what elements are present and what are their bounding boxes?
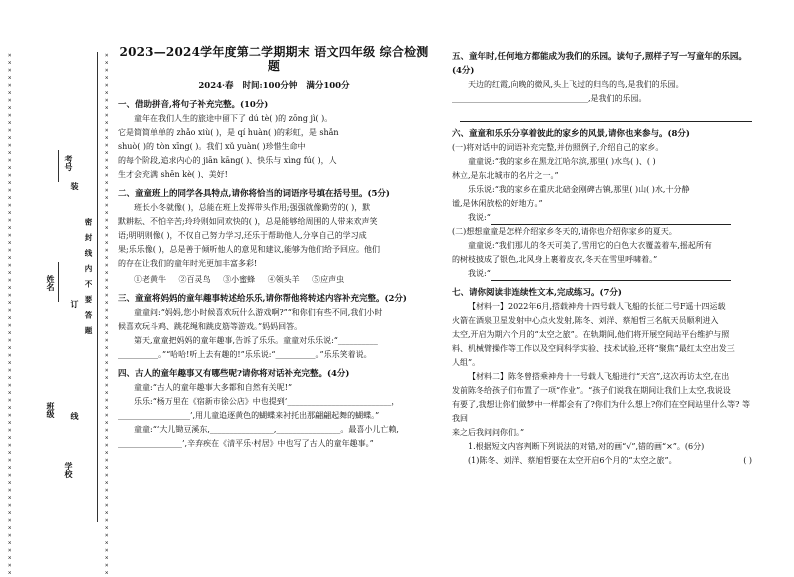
- section-6-1-line: 童童说:“我的家乡在黑龙江哈尔滨,那里( )水鸟( )、( ): [468, 157, 656, 166]
- binding-ding: 订: [70, 300, 80, 308]
- section-7-line: 【材料二】陈冬曾搭乘神舟十一号载人飞船进行“天宫”,这次再访太空,在出: [468, 372, 730, 381]
- section-6-2-say: [452, 267, 752, 281]
- exam-term: 2024·春: [198, 81, 234, 91]
- section-3-title: 三、童童将妈妈的童年趣事转述给乐乐,请你帮他将转述内容补充完整。(2分): [118, 294, 407, 304]
- section-7-question-1: 1.根据短文内容判断下列说法的对错,对的画“√”,错的画“×”。(6分): [468, 442, 705, 451]
- binding-zhuang: 装: [70, 182, 80, 190]
- section-2-line: 果;乐乐像( )，总是善于倾听他人的意见和建议,能够为他们给予回应。他们: [118, 245, 381, 254]
- section-7-title: 七、请你阅读非连续性文本,完成练习。(7分): [452, 288, 622, 298]
- section-4-line: 童童:“古人的童年趣事大多都和自然有关呢!”: [134, 383, 293, 392]
- section-2-line: 语;明明则像( )，不仅自己努力学习,还乐于帮助他人,分享自己的学习成: [118, 231, 367, 240]
- section-6-2-line: 童童说:“我们那儿的冬天可美了,雪用它的白色大衣覆盖着车,摇起所有: [468, 241, 712, 250]
- section-3-line: 候喜欢玩斗鸡、跳花绳和跳皮筋等游戏。”妈妈回答。: [118, 322, 303, 331]
- section-7-line: 火箭在酒泉卫星发射中心点火发射,陈冬、刘洋、蔡旭哲三名航天员顺利进入: [452, 316, 719, 325]
- section-7-line: 来之后我问问你们。”: [452, 428, 525, 437]
- section-2-line: 班长小冬就像( )，总能在班上发挥带头作用;强强就像勤劳的( )，默: [134, 203, 371, 212]
- exam-no-line: [58, 150, 59, 182]
- exam-subtitle: [118, 79, 430, 93]
- section-7-line: 料、机械臂操作等工作以及空间科学实验、技术试验,还将“聚焦”最红太空出发三: [452, 344, 735, 353]
- section-7-question-1-1: [452, 454, 752, 468]
- section-2-line: 默耕耘、不怕辛苦;玲玲则如同欢快的( )，总是能够给周围的人带来欢声笑: [118, 217, 378, 226]
- section-6-title: 六、童童和乐乐分享着彼此的家乡的风景,请你也来参与。(8分): [452, 129, 690, 139]
- binding-xian: 线: [70, 412, 80, 420]
- section-1-line: 童年在我们人生的旅途中留下了 dú tè( )的 zōng jì( )。: [134, 114, 333, 123]
- section-1-line: 的每个阶段,追求内心的 jiān kāng( )、快乐与 xìng fú( )，人: [118, 156, 337, 165]
- section-4-line: ________________’,辛弃疾在《清平乐·村居》中也写了古人的童年趣事。”: [118, 439, 374, 448]
- right-column: [452, 0, 752, 468]
- section-6-2-line: 的树枝披成了银色,北风身上裹着皮衣,冬天在雪里呼啸着。”: [452, 255, 658, 264]
- section-6-2-title: (二)想想童童是怎样介绍家乡冬天的,请你也介绍你家乡的夏天。: [452, 227, 677, 236]
- answer-blank[interactable]: [491, 215, 731, 225]
- section-2-title: 二、童童班上的同学各具特点,请你将恰当的词语序号填在括号里。(5分): [118, 189, 390, 199]
- exam-score: 满分100分: [306, 81, 350, 91]
- section-5-title: 五、童年时,任何地方都能成为我们的乐园。读句子,照样子写一写童年的乐园。(4分): [452, 52, 747, 76]
- x-border-column-inner: ××××××××××××××××××××××××××××××××××××××××××××××××××××××××××××××××××××××: [103, 52, 111, 577]
- section-3-line: __________。”“哈哈!听上去有趣的!”乐乐说:“__________。”乐乐笑着说。: [118, 350, 372, 359]
- x-border-column: ××××××××××××××××××××××××××××××××××××××××××××××××××××××××××××××××××××××: [6, 52, 14, 577]
- section-7-line: 发前陈冬给孩子们布置了一项“作业”。“孩子们说我在期间让我们上太空,我说设: [452, 386, 731, 395]
- section-3-line: 童童问:“妈妈,您小时候喜欢玩什么游戏啊?”“和你们有些不同,我们小时: [134, 308, 383, 317]
- answer-blank[interactable]: [491, 271, 731, 281]
- section-4-line: __________________’,用儿童追逐黄色的蝴蝶来衬托出那翩翩起舞的蝴蝶。”: [118, 411, 380, 420]
- answer-paren[interactable]: ( ): [743, 456, 752, 465]
- section-7-line: 太空,开启为期六个月的“太空之旅”。在轨期间,他们将开展空间站平台维护与照: [452, 330, 730, 339]
- class-label: 班级: [46, 402, 56, 418]
- section-1-line: 生才会充满 shēn kè( )、美好!: [118, 170, 228, 179]
- school-label: 学校: [64, 462, 74, 478]
- section-4-line: 童童:“‘大儿锄豆溪东,________________,________________。最喜小儿亡赖,: [134, 425, 399, 434]
- name-label: 姓名: [46, 275, 56, 291]
- section-6-1-say: [452, 211, 752, 225]
- section-1-title: 一、借助拼音,将句子补充完整。(10分): [118, 100, 269, 110]
- exam-title: 2023—2024学年度第二学期期末 语文四年级 综合检测题: [119, 45, 429, 73]
- section-4-line: 乐乐:“杨万里在《宿新市徐公店》中也提到‘__________________________，: [134, 397, 400, 406]
- binding-margin: [0, 0, 120, 577]
- exam-no-label: 考号: [64, 155, 74, 171]
- section-7-line: 【材料一】2022年6月,搭载神舟十四号载人飞船的长征二号F遥十四运载: [468, 302, 726, 311]
- section-7-line: 有要了,我想让你们做梦中一样都会有了?你们为什么想上?你们在空间站里什么等? 等我回: [452, 400, 750, 423]
- left-column: [118, 0, 430, 451]
- section-2-options: ①老黄牛 ②百灵鸟 ③小蜜蜂 ④领头羊 ⑤应声虫: [134, 275, 345, 284]
- say-label: 我说:“: [468, 213, 491, 222]
- section-6-1-line: 乐乐说:“我的家乡在重庆北碚金刚碑古镇,那里( )山( )水,十分静: [468, 185, 690, 194]
- section-6-1-title: (一)将对话中的词语补充完整,并仿照例子,介绍自己的家乡。: [452, 143, 664, 152]
- exam-time: 时间:100分钟: [242, 81, 298, 91]
- name-line: [58, 262, 59, 302]
- section-2-line: 的存在让我们的童年时光更加丰富多彩!: [118, 259, 258, 268]
- section-4-title: 四、古人的童年趣事又有哪些呢?请你将对话补充完整。(4分): [118, 369, 350, 379]
- section-5-example: 天边的红霞,向晚的微风,头上飞过的归鸟的鸟,是我们的乐园。: [468, 80, 684, 89]
- section-3-line: 第天,童童把妈妈的童年趣事,告诉了乐乐。童童对乐乐说:“__________: [134, 336, 378, 345]
- section-1-line: 它是简简单单的 zhǎo xiù( )，是 qí huàn( )的彩虹，是 shǎn: [118, 128, 339, 137]
- say-label: 我说:“: [468, 269, 491, 278]
- section-1-line: shuò( )的 tòn xīng( )。我们 xǔ yuàn( )珍惜生命中: [118, 142, 306, 151]
- seal-notice: 密封线内不要答题: [84, 218, 93, 342]
- section-6-1-line: 谧,是休闲放松的好地方。”: [452, 199, 543, 208]
- section-6-1-line: 林立,是东北城市的名片之一。”: [452, 171, 559, 180]
- answer-line[interactable]: [460, 109, 752, 122]
- binding-line: [97, 52, 98, 522]
- section-7-line: 人组”。: [452, 358, 481, 367]
- question-text: (1)陈冬、刘洋、蔡旭哲要在太空开启6个月的“太空之旅”。: [468, 456, 677, 465]
- section-5-prompt: __________________________________,是我们的乐园。: [452, 94, 647, 103]
